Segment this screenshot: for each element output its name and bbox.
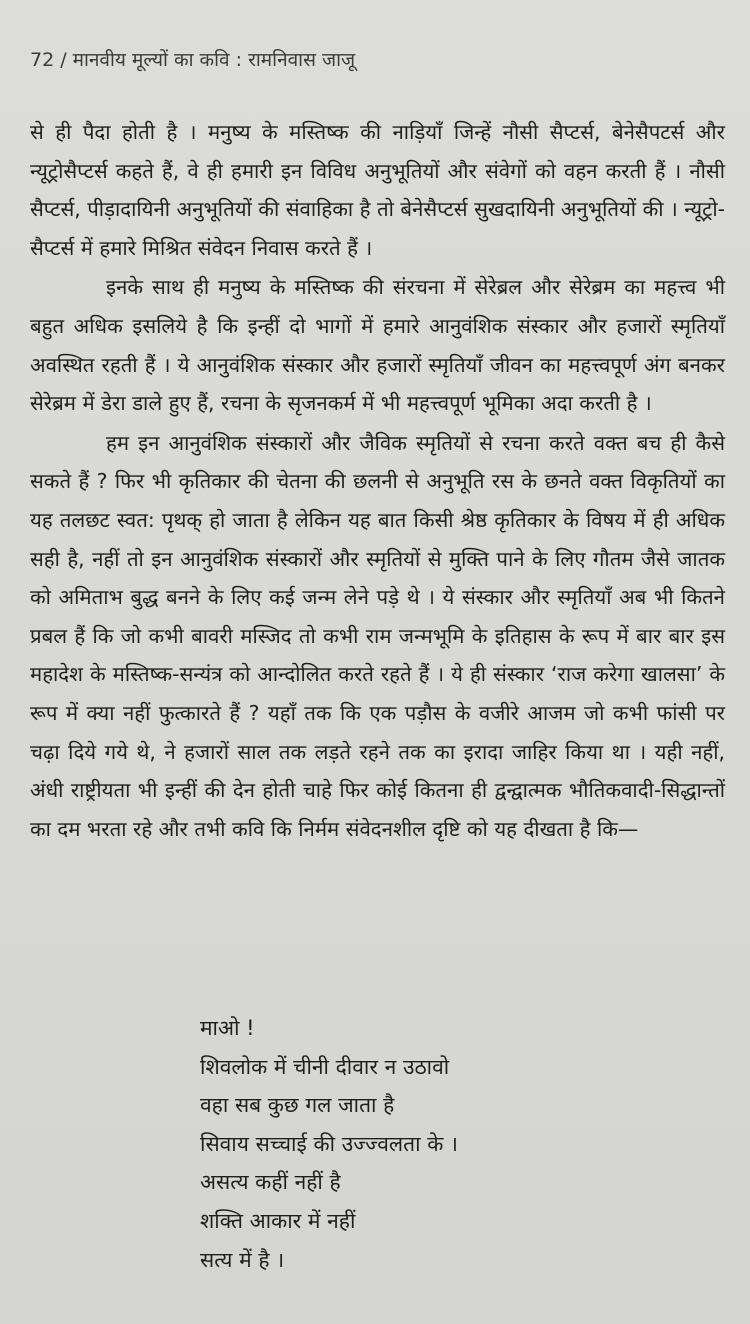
poem-line: वहा सब कुछ गल जाता है [200, 1093, 395, 1118]
paragraph-3: हम इन आनुवंशिक संस्कारों और जैविक स्मृतियों से रचना करते वक्त बच ही कैसे सकते हैं ? फिर भी कृतिकार की चेतना की छलनी से अनुभूति रस के छनते वक्त विकृतियों का यह तलछट स्वत: पृथक् हो जाता है लेकिन यह बात किसी श्रेष्ठ कृतिकार के विषय में ही अधिक सही है, नहीं तो इन आनुवंशिक संस्कारों और स्मृतियों से मुक्ति पाने के लिए गौतम जैसे जातक को अमिताभ बुद्ध बनने के लिए कई जन्म लेने पड़े थे । ये संस्कार और स्मृतियाँ अब भी कितने प्रबल हैं कि जो कभी बावरी मस्जिद तो कभी राम जन्मभूमि के इतिहास के रूप में बार बार इस महादेश के मस्तिष्क-सन्यंत्र को आन्दोलित करते रहते हैं । ये ही संस्कार ‘राज करेगा खालसा’ के रूप में क्या नहीं फुत्कारते हैं ? यहाँ तक कि एक पड़ौस के वजीरे आजम जो कभी फांसी पर चढ़ा दिये गये थे, ने हजारों साल तक लड़ते रहने तक का इरादा जाहिर किया था । यही नहीं, अंधी राष्ट्रीयता भी इन्हीं की देन होती चाहे फिर कोई कितना ही द्वन्द्वात्मक भौतिकवादी-सिद्धान्तों का दम भरता रहे और तभी कवि कि निर्मम संवेदनशील दृष्टि को यह दीखता है कि— [30, 430, 725, 841]
poem-line: माओ ! [200, 1016, 255, 1040]
poem-block [200, 1009, 458, 1279]
header-separator: / [60, 49, 67, 71]
poem-line: सत्य में है । [200, 1247, 285, 1272]
paragraph-1: से ही पैदा होती है । मनुष्य के मस्तिष्क की नाड़ियाँ जिन्हें नौसी सैप्टर्स, बेनेसैपटर्स और न्यूट्रोसैप्टर्स कहते हैं, वे ही हमारी इन विविध अनुभूतियों और संवेगों को वहन करती हैं । नौसी सैप्टर्स, पीड़ादायिनी अनुभूतियों की संवाहिका है तो बेनेसैप्टर्स सुखदायिनी अनुभूतियों की । न्यूट्रो-सैप्टर्स में हमारे मिश्रित संवेदन निवास करते हैं । [30, 120, 725, 260]
poem-line: सिवाय सच्चाई की उज्ज्वलता के । [200, 1131, 459, 1156]
poem-line: असत्य कहीं नहीं है [200, 1170, 341, 1195]
paragraph-2: इनके साथ ही मनुष्य के मस्तिष्क की संरचना में सेरेब्रल और सेरेब्रम का महत्त्व भी बहुत अधिक इसलिये है कि इन्हीं दो भागों में हमारे आनुवंशिक संस्कार और हजारों स्मृतियाँ अवस्थित रहती हैं । ये आनुवंशिक संस्कार और हजारों स्मृतियाँ जीवन का महत्त्वपूर्ण अंग बनकर सेरेब्रम में डेरा डाले हुए हैं, रचना के सृजनकर्म में भी महत्त्वपूर्ण भूमिका अदा करती है । [30, 275, 725, 416]
running-title: मानवीय मूल्यों का कवि : रामनिवास जाजू [72, 49, 356, 71]
page-number: 72 [30, 49, 55, 71]
page-header [30, 46, 355, 72]
poem-line: शिवलोक में चीनी दीवार न उठावो [200, 1054, 450, 1079]
poem-line: शक्ति आकार में नहीं [200, 1208, 356, 1233]
body-text [30, 113, 725, 848]
